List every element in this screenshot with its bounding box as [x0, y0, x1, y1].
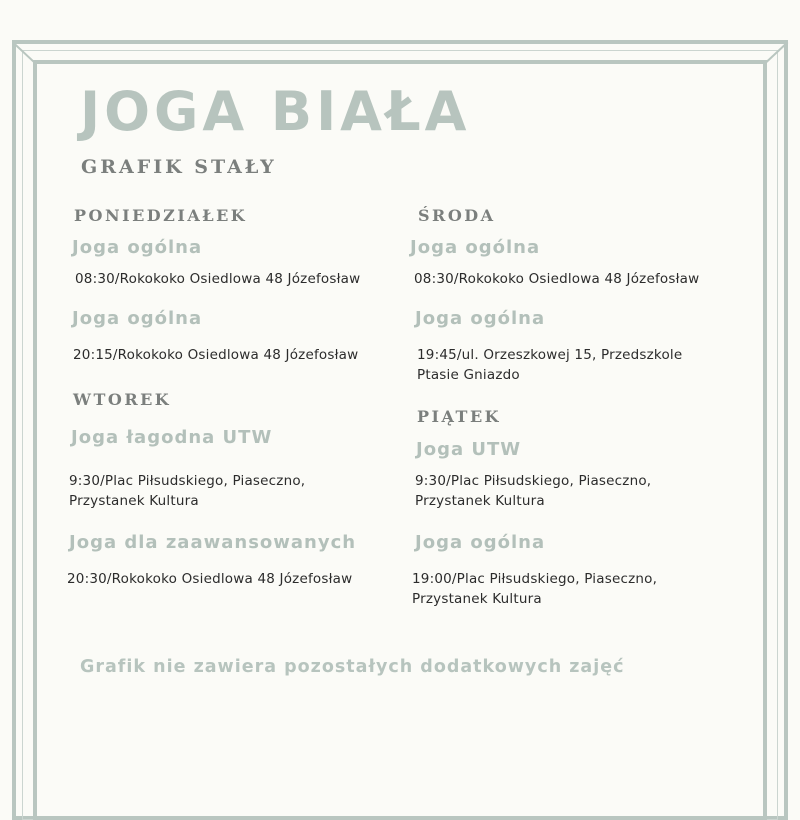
class-name: Joga ogólna	[415, 308, 546, 329]
class-time-location-line: 9:30/Plac Piłsudskiego, Piaseczno,	[415, 473, 652, 489]
class-time-location	[412, 569, 657, 609]
day-heading-monday: PONIEDZIAŁEK	[74, 206, 248, 225]
class-time-location-line: 19:00/Plac Piłsudskiego, Piaseczno,	[412, 571, 658, 587]
page-title: JOGA BIAŁA	[80, 80, 471, 143]
class-time-location-line: Przystanek Kultura	[412, 591, 542, 607]
class-name: Joga ogólna	[415, 532, 546, 553]
class-time-location: 08:30/Rokokoko Osiedlowa 48 Józefosław	[414, 271, 700, 287]
page-subtitle: GRAFIK STAŁY	[81, 156, 277, 178]
class-time-location-line: 9:30/Plac Piłsudskiego, Piaseczno,	[69, 473, 306, 489]
class-time-location-line: Przystanek Kultura	[415, 493, 545, 509]
class-name: Joga ogólna	[72, 308, 203, 329]
class-time-location: 20:30/Rokokoko Osiedlowa 48 Józefosław	[67, 571, 353, 587]
class-time-location: 08:30/Rokokoko Osiedlowa 48 Józefosław	[75, 271, 361, 287]
class-name: Joga dla zaawansowanych	[69, 532, 357, 553]
class-name: Joga UTW	[416, 439, 522, 460]
class-name: Joga ogólna	[410, 237, 541, 258]
footer-note: Grafik nie zawiera pozostałych dodatkowych zajęć	[80, 657, 625, 677]
class-name: Joga ogólna	[72, 237, 203, 258]
class-time-location	[415, 471, 651, 511]
day-heading-tuesday: WTOREK	[73, 390, 172, 409]
class-time-location-line: 19:45/ul. Orzeszkowej 15, Przedszkole	[417, 347, 683, 363]
class-time-location-line: Przystanek Kultura	[69, 493, 199, 509]
class-time-location-line: Ptasie Gniazdo	[417, 367, 520, 383]
class-time-location	[417, 345, 682, 385]
class-time-location: 20:15/Rokokoko Osiedlowa 48 Józefosław	[73, 347, 359, 363]
class-time-location	[69, 471, 305, 511]
class-name: Joga łagodna UTW	[71, 427, 273, 448]
day-heading-wednesday: ŚRODA	[418, 206, 496, 225]
day-heading-friday: PIĄTEK	[417, 407, 502, 426]
